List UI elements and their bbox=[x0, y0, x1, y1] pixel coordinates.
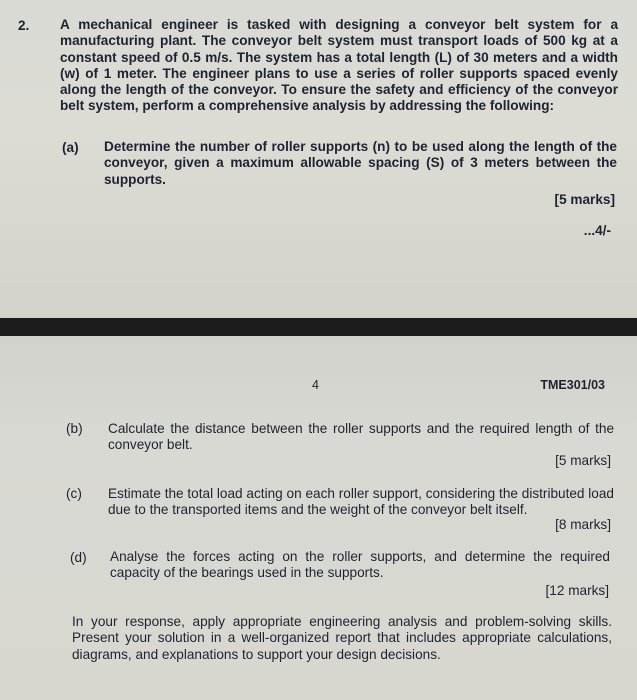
course-code: TME301/03 bbox=[540, 378, 605, 392]
page-number: 4 bbox=[312, 378, 319, 392]
part-b-label: (b) bbox=[66, 421, 83, 436]
page-top-section bbox=[0, 0, 637, 318]
page-break-divider bbox=[0, 318, 637, 336]
part-a-label: (a) bbox=[62, 140, 79, 155]
part-d-text: Analyse the forces acting on the roller supports, and determine the required capacity of the bearings used in the supports. bbox=[110, 549, 610, 581]
continuation-marker: ...4/- bbox=[583, 223, 611, 238]
question-intro: A mechanical engineer is tasked with designing a conveyor belt system for a manufacturing plant. The conveyor belt system must transport loads of 500 kg at a constant speed of 0.5 m/s. The system has a total length (L) of 30 meters and a width (w) of 1 meter. The engineer plans to use a series of roller supports spaced evenly along the length of the conveyor. To ensure the safety and efficiency of the conveyor belt system, perform a comprehensive analysis by addressing the following: bbox=[60, 17, 618, 114]
part-b-marks: [5 marks] bbox=[555, 453, 611, 468]
closing-instructions: In your response, apply appropriate engineering analysis and problem-solving skills. Present your solution in a well-organized report that includes appropriate calculations, diagrams, and explanations to support your design decisions. bbox=[72, 614, 612, 662]
part-d-marks: [12 marks] bbox=[545, 583, 609, 598]
part-a-text: Determine the number of roller supports (n) to be used along the length of the conveyor, given a maximum allowable spacing (S) of 3 meters between the supports. bbox=[104, 139, 617, 187]
part-b-text: Calculate the distance between the roller supports and the required length of the conveyor belt. bbox=[108, 421, 614, 453]
part-c-marks: [8 marks] bbox=[555, 517, 611, 532]
part-a-marks: [5 marks] bbox=[554, 192, 615, 207]
part-d-label: (d) bbox=[70, 550, 87, 565]
page-bottom-section bbox=[0, 336, 637, 700]
question-number: 2. bbox=[18, 18, 30, 33]
part-c-label: (c) bbox=[66, 486, 82, 501]
part-c-text: Estimate the total load acting on each roller support, considering the distributed load due to the transported items and the weight of the conveyor belt itself. bbox=[108, 486, 614, 518]
